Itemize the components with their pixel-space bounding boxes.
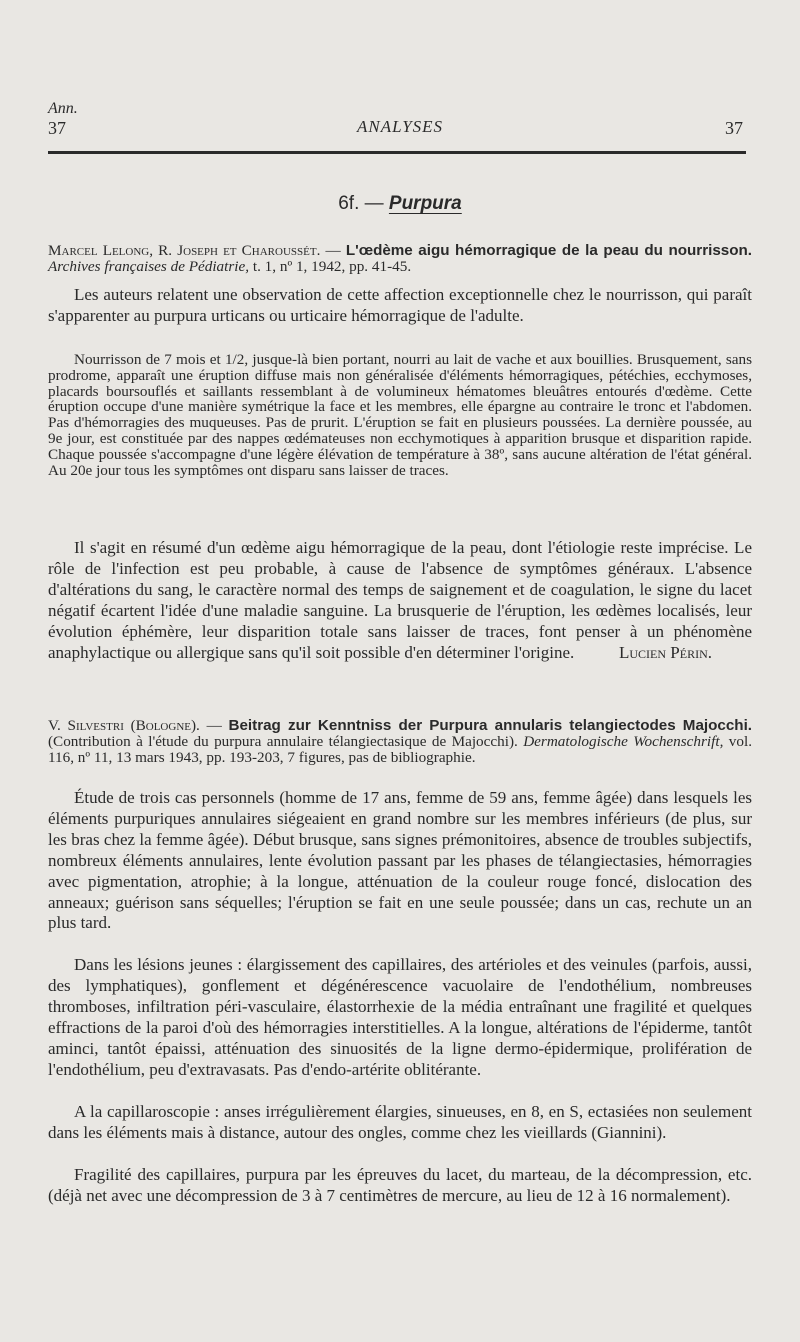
section-dash: —: [364, 193, 384, 214]
article2-ref: vol. 116, nº 11, 13 mars 1943, pp. 193-203, 7 figures, pas de bibliographie.: [48, 732, 752, 766]
page-number-right: 37: [725, 118, 743, 138]
article1-paragraph-2: Nourrisson de 7 mois et 1/2, jusque-là bien portant, nourri au lait de vache et aux bouillies. Brusquement, sans prodrome, apparaît une éruption diffuse mais non généralisée d'éléments hémorragiques, pétéchies, ecchymoses, placards boursouflés et saillants ressemblant à de volumineux hématomes bleuâtres entourés d'œdème. Cette éruption occupe d'une manière symétrique la face et les membres, elle épargne au contraire le tronc et l'abdomen. Pas d'hémorragies des muqueuses. Pas de prurit. L'éruption se fait en plusieurs poussées. La dernière poussée, au 9e jour, est constituée par des nappes œdémateuses non ecchymotiques à apparition brusque et disparition rapide. Chaque poussée s'accompagne d'une légère élévation de température à 38º, sans aucune altération de l'état général. Au 20e jour tous les symptômes ont disparu sans laisser de traces.: [48, 351, 752, 479]
article2-journal: Dermatologische Wochenschrift,: [523, 732, 724, 750]
section-title: Purpura: [388, 193, 462, 214]
article2-paragraph-3: A la capillaroscopie : anses irrégulièrement élargies, sinueuses, en 8, en S, ectasiées non seulement dans les éléments mais à distance, autour des ongles, comme chez les vieillards (Giannini).: [48, 1102, 752, 1142]
section-number: 6f.: [338, 193, 360, 214]
article2-citation: [48, 718, 752, 765]
annotation-ann: Ann.: [48, 100, 78, 117]
article2-paragraph-2: Dans les lésions jeunes : élargissement des capillaires, des artérioles et des veinules (parfois, aussi, des lymphatiques), gonflement et dégénérescence vacuolaire de l'endothélium, nombreuses thromboses, infiltration péri-vasculaire, élastorrhexie de la média entraînant une fragilité et quelques effractions de la paroi d'où des hémorragies interstitielles. A la longue, altérations de l'épiderme, tantôt aminci, tantôt épaissi, atténuation des sinuosités de la ligne dermo-épidermique, prolifération de l'endothélium, peu d'extravasats. Pas d'endo-artérite oblitérante.: [48, 955, 752, 1079]
article1-paragraph-3: [48, 538, 752, 663]
article2-paragraph-1: Étude de trois cas personnels (homme de 17 ans, femme de 59 ans, femme âgée) dans lesquels les éléments purpuriques annulaires siégeaient en grand nombre sur les membres inférieurs (de plus, sur les bras chez la femme âgée). Début brusque, sans signes prémonitoires, absence de troubles subjectifs, nombreux éléments annulaires, lente évolution passant par les phases de télangiectasies, hémorragies avec pigmentation, atrophie; à la longue, atténuation de la couleur rouge foncé, dislocation des anneaux; guérison sans séquelles; l'éruption se fait en une seule poussée; dans un cas, rechute un an plus tard.: [48, 788, 752, 933]
running-title: ANALYSES: [356, 117, 444, 136]
header-rule: [48, 151, 746, 154]
article1-dash: —: [325, 242, 341, 259]
article1-authors: Marcel Lelong, R. Joseph et Charoussét.: [48, 242, 321, 259]
article1-paragraph-3-text: Il s'agit en résumé d'un œdème aigu hémorragique de la peau, dont l'étiologie reste imprécise. Le rôle de l'infection est peu probable, à cause de l'absence de symptômes généraux. L'absence d'altérations du sang, le caractère normal des temps de saignement et de coagulation, le signe du lacet négatif écartent l'idée d'une maladie sanguine. La brusquerie de l'éruption, les œdèmes localisés, leur évolution éphémère, leur disparition totale sans laisser de traces, font penser à un phénomène anaphylactique ou allergique sans qu'il soit possible d'en déterminer l'origine.: [48, 538, 752, 662]
page-number-left: 37: [48, 118, 66, 138]
article2-paragraph-4: Fragilité des capillaires, purpura par les épreuves du lacet, du marteau, de la décompression, etc. (déjà net avec une décompression de 3 à 7 centimètres de mercure, au lieu de 12 à 16 normalement).: [48, 1165, 752, 1205]
article1-ref: t. 1, nº 1, 1942, pp. 41-45.: [252, 257, 412, 275]
article1-paragraph-1: Les auteurs relatent une observation de cette affection exceptionnelle chez le nourrisson, qui paraît s'apparenter au purpura urticans ou urticaire hémorragique de l'adulte.: [48, 285, 752, 325]
article1-signature: Lucien Périn.: [619, 642, 712, 662]
article1-title: L'œdème aigu hémorragique de la peau du nourrisson.: [345, 242, 753, 259]
article1-journal: Archives françaises de Pédiatrie,: [48, 257, 250, 275]
article2-translation: (Contribution à l'étude du purpura annulaire télangiectasique de Majocchi).: [48, 732, 518, 750]
section-heading: [0, 193, 800, 215]
article1-citation: [48, 243, 752, 275]
article2-authors: V. Silvestri (Bologne).: [48, 717, 200, 734]
article2-dash: —: [206, 717, 222, 734]
article2-title: Beitrag zur Kenntniss der Purpura annularis telangiectodes Majocchi.: [228, 717, 753, 734]
